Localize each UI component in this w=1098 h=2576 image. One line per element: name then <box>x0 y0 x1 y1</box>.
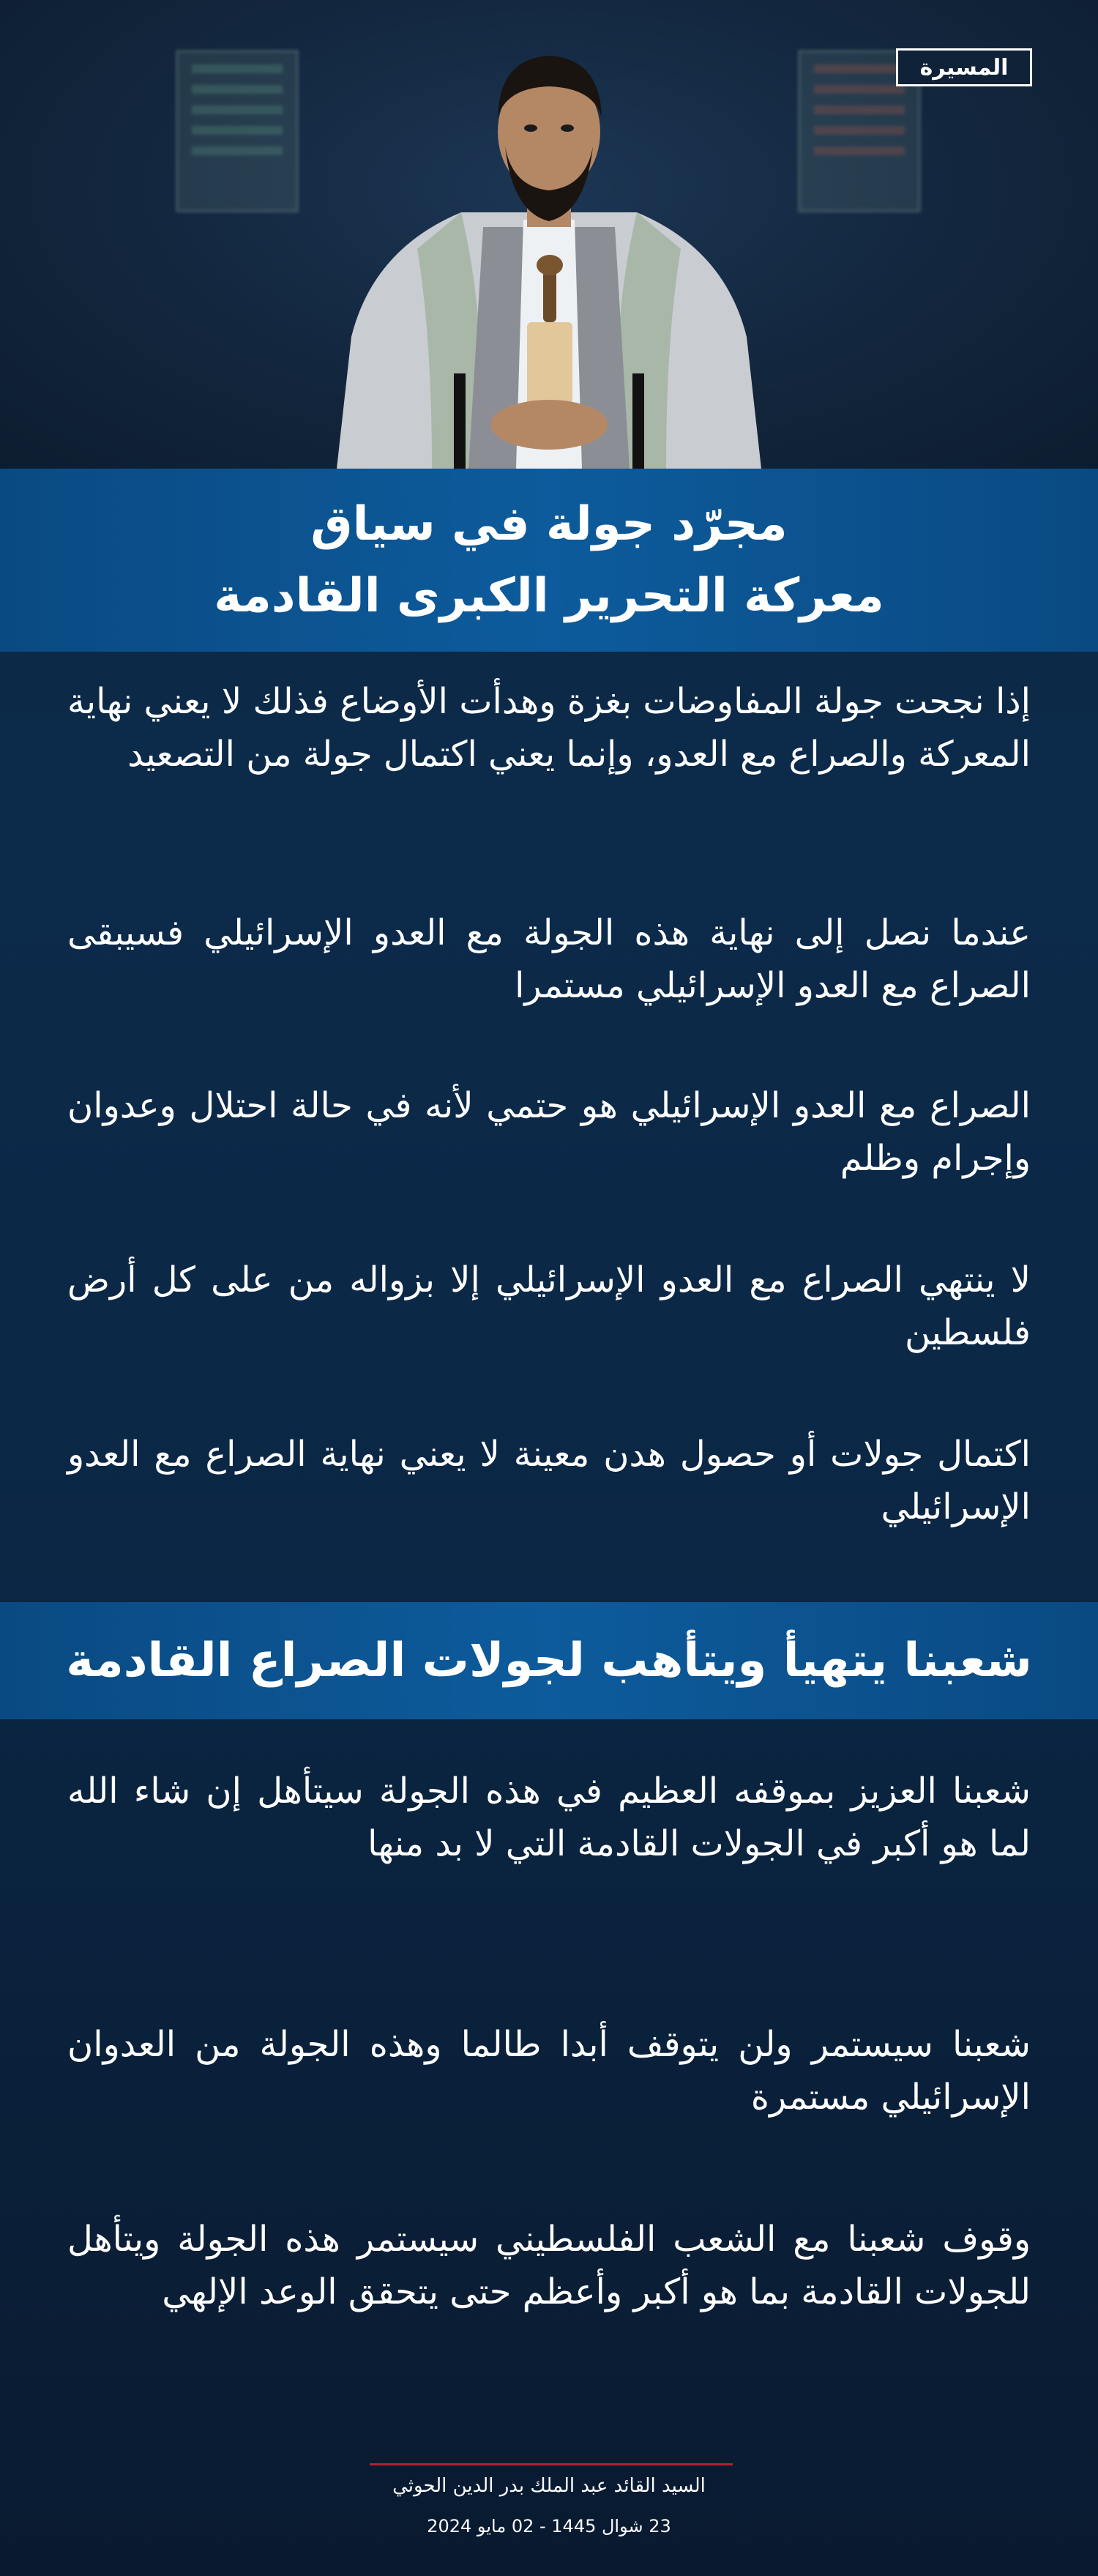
paragraph-8: وقوف شعبنا مع الشعب الفلسطيني سيستمر هذه الجولة ويتأهل للجولات القادمة بما هو أكبر وأعظم حتى يتحقق الوعد الإلهي <box>67 2219 1031 2312</box>
paragraph-4: لا ينتهي الصراع مع العدو الإسرائيلي إلا بزواله من على كل أرض فلسطين <box>67 1259 1031 1353</box>
speaker-portrait <box>307 29 791 469</box>
paragraph-1: إذا نجحت جولة المفاوضات بغزة وهدأت الأوضاع فذلك لا يعني نهاية المعركة والصراع مع العدو، وإنما يعني اكتمال جولة من التصعيد <box>67 681 1031 775</box>
footer-speaker-name: السيد القائد عبد الملك بدر الدين الحوثي <box>392 2475 706 2497</box>
section-2-title: شعبنا يتهيأ ويتأهب لجولات الصراع القادمة <box>66 1634 1032 1688</box>
brand-logo: المسيرة <box>896 48 1032 86</box>
footer-divider <box>370 2463 733 2465</box>
hero-image <box>0 0 1098 469</box>
title-band-primary <box>0 469 1098 652</box>
wall-frame-left <box>176 50 299 212</box>
paragraph-5: اكتمال جولات أو حصول هدن معينة لا يعني نهاية الصراع مع العدو الإسرائيلي <box>67 1434 1031 1527</box>
title-line-2: معركة التحرير الكبرى القادمة <box>214 569 884 623</box>
footer-date: 23 شوال 1445 - 02 مايو 2024 <box>427 2516 671 2536</box>
title-band-secondary <box>0 1602 1098 1719</box>
paragraph-3: الصراع مع العدو الإسرائيلي هو حتمي لأنه في حالة احتلال وعدوان وإجرام وظلم <box>67 1085 1031 1179</box>
paragraph-7: شعبنا سيستمر ولن يتوقف أبدا طالما وهذه الجولة من العدوان الإسرائيلي مستمرة <box>67 2024 1031 2118</box>
paragraph-2: عندما نصل إلى نهاية هذه الجولة مع العدو الإسرائيلي فسيبقى الصراع مع العدو الإسرائيلي مستمرا <box>67 912 1031 1006</box>
title-line-1: مجرّد جولة في سياق <box>310 497 788 551</box>
paragraph-6: شعبنا العزيز بموقفه العظيم في هذه الجولة سيتأهل إن شاء الله لما هو أكبر في الجولات القادمة التي لا بد منها <box>67 1771 1031 1864</box>
